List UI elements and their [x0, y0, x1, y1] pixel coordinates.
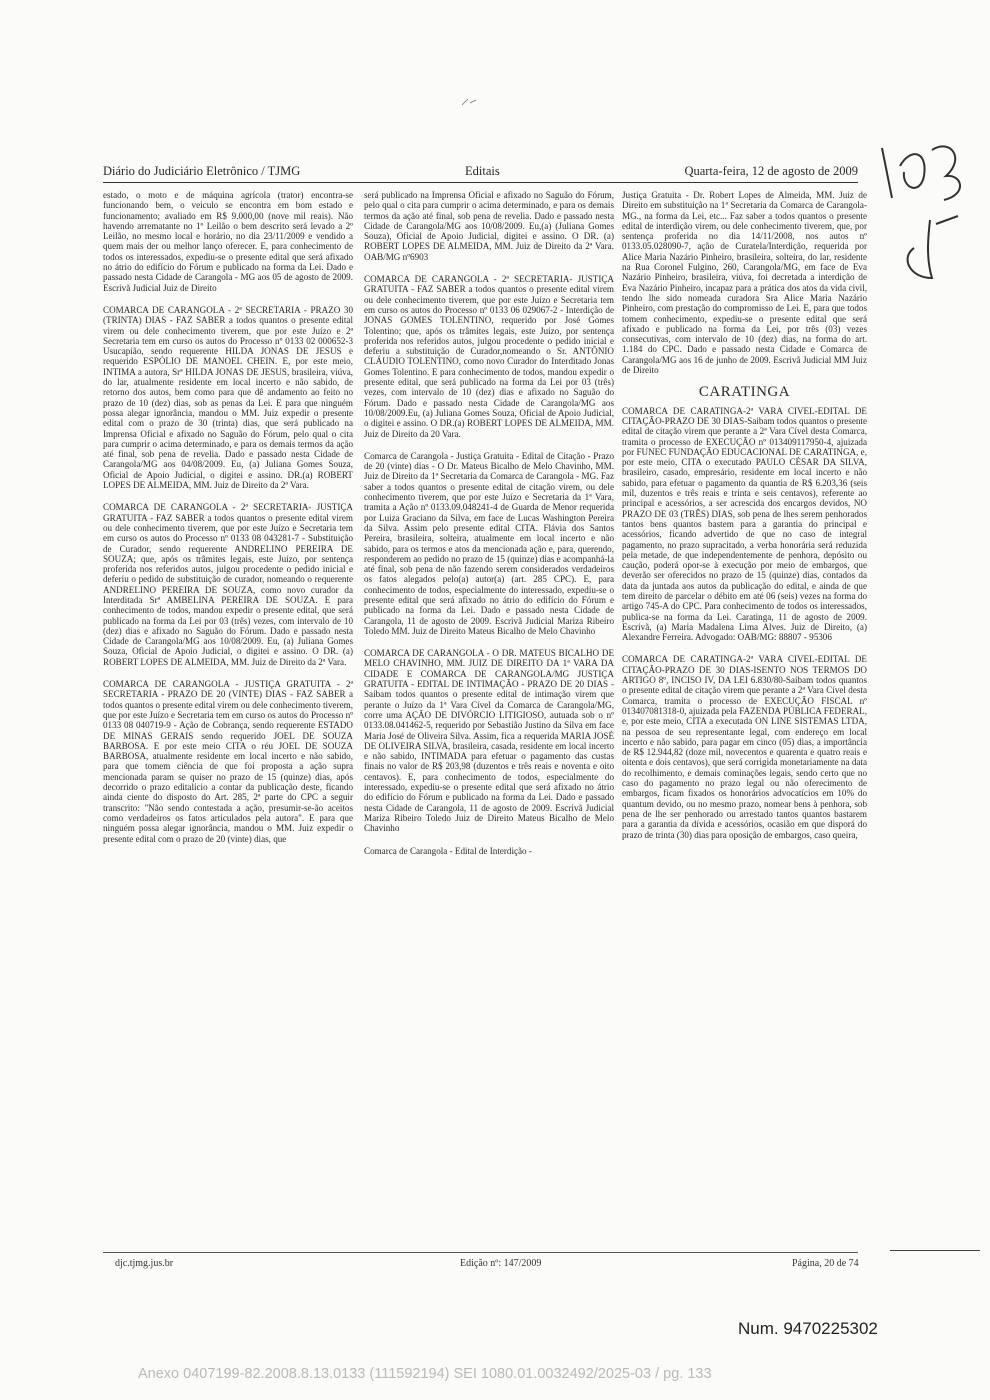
section-heading-caratinga: CARATINGA [698, 384, 791, 401]
column-2 [364, 190, 614, 856]
footer-site: djc.tjmg.jus.br [115, 1258, 174, 1269]
page-header [103, 160, 858, 183]
edital-text: COMARCA DE CARATINGA-2ª VARA CIVEL-EDITAL DE CITAÇÃO-PRAZO DE 30 DIAS-Saibam todos quantos o presente edital de citação virem que perante a 2ª Vara Cível desta Comarca, tramita o processo de EXECUÇÃO nº 013409117950-4, ajuizada por FUNEC FUNDAÇÃO EDUCACIONAL DE CARATINGA, e, por este meio, CITA o executado PAULO CÉSAR DA SILVA, brasileiro, casado, empresário, residente em local incerto e não sabido, para efetuar o pagamento da quantia de R$ 6.203,36 (seis mil, duzentos e três reais e trinta e seis centavos), referente ao principal e acessórios, a ser acrescida dos encargos devidos, NO PRAZO DE 03 (TRÊS) DIAS, sob pena de lhes serem penhorados tantos bens quantos bastem para a garantia do principal e acessórios, ficando advertido de que no caso de integral pagamento, no prazo supracitado, a verba honorária será reduzida pela metade, de que independentemente de penhora, depósito ou caução, poderá opor-se à execução por meio de embargos, que deverão ser oferecidos no prazo de 15 (quinze) dias, contados da data da juntada aos autos da publicação do edital, e ainda de que tem direito de parcelar o débito em até 06 (seis) vezes na forma do artigo 745-A do CPC. Para conhecimento de todos os interessados, publica-se na forma da Lei. Caratinga, 11 de agosto de 2009. Escrivã, (a) Maria Madalena Lima Alves. Juiz de Direito, (a) Alexandre Ferreira. Advogado: OAB/MG: 88807 - 95306 [622, 405, 867, 643]
edital-text: COMARCA DE CARANGOLA - 2ª SECRETARIA - PRAZO 30 (TRINTA) DIAS - FAZ SABER a todos quantos o presente edital virem ou dele conhecimento tiverem, que por este Juízo e 2ª Secretaria tem em curso os autos do Processo nº 0133 02 000652-3 Usucapião, sendo requerente HILDA JONAS DE JESUS e requerido ESPÓLIO DE MANOEL CHEIN. E, por este meio, INTIMA a autora, Srª HILDA JONAS DE JESUS, brasileira, viúva, do lar, atualmente residente em local incerto e não sabido, de retorno dos autos, bem como para que dê andamento ao feito no prazo de 10 (dez) dias, sob as penas da Lei. E para que ninguém possa alegar ignorância, mandou o MM. Juiz expedir o presente edital com o prazo de 30 (trinta) dias, que será publicado na Imprensa Oficial e afixado no Saguão do Fórum, pelo qual o cita para cumprir o acima determinado, e para os demais termos da ação até final, sob pena de revelia. Dado e passado nesta Cidade de Carangola/MG aos 04/08/2009. Eu, (a) Juliana Gomes Souza, Oficial de Apoio Judicial, o digitei e assino. DR.(a) ROBERT LOPES DE ALMEIDA, MM. Juiz de Direito da 2ª Vara. [103, 304, 353, 491]
document-number: Num. 9470225302 [738, 1319, 878, 1338]
column-1 [103, 190, 353, 844]
edital-text: Comarca de Carangola - Justiça Gratuita - Edital de Citação - Prazo de 20 (vinte) dias - O Dr. Mateus Bicalho de Melo Chavinho, MM. Juiz de Direito da 1ª Secretaria da Comarca de Carangola - MG. Faz saber a todos quantos o presente edital de citação virem, ou dele conhecimento tiverem, que por este Juízo e Secretaria da 1ª Vara, tramita a Ação nº 0133.09.048241-4 de Guarda de Menor requerida por Luiza Graciano da Silva, em face de Lucas Washington Pereira da Silva. Assim pelo presente edital CITA. Flávia dos Santos Pereira, brasileira, solteira, atualmente em local incerto e não sabido, para os termos e atos da mencionada ação e, para, querendo, responderem ao pedido no prazo de 15 (quinze) dias e acompanhá-la até final, sob pena de não fazendo serem considerados verdadeiros os fatos alegados pelo(a) autor(a) (art. 285 CPC). E, para conhecimento de todos, especialmente do interessado, expediu-se o presente edital que será afixado no átrio do edifício do Fórum e publicado na forma da Lei. Dado e passado nesta Cidade de Carangola, 11 de agosto de 2009. Escrivã Judicial Mariza Ribeiro Toledo MM. Juiz de Direito Mateus Bicalho de Melo Chavinho [364, 450, 614, 636]
footer-edition: Edição nº: 147/2009 [460, 1258, 542, 1269]
annex-watermark: Anexo 0407199-82.2008.8.13.0133 (111592194) SEI 1080.01.0032492/2025-03 / pg. 133 [138, 1366, 712, 1382]
edital-text: COMARCA DE CARANGOLA - 2ª SECRETARIA- JUSTIÇA GRATUITA - FAZ SABER a todos quantos o presente edital virem ou dele conhecimento tiverem, que por este Juízo e Secretaria tem em curso os autos do Processo nº 0133 06 029067-2 - Interdição de JONAS GOMES TOLENTINO, requerido por José Gomes Tolentino; que, após os trâmites legais, este Juízo, por sentença proferida nos referidos autos, julgou procedente o pedido inicial e deferiu a substituição de Curador,nomeando o Sr. ANTÔNIO CLÁUDIO TOLENTINO, como novo Curador do Interditado Jonas Gomes Tolentino. E para conhecimento de todos, mandou expedir o presente edital, que será publicado na forma da Lei por 03 (três) vezes, com intervalo de 10 (dez) dias e afixado no Saguão do Fórum. Dado e passado nesta Cidade de Carangola/MG aos 10/08/2009.Eu, (a) Juliana Gomes Souza, Oficial de Apoio Judicial, o digitei e assino. O DR.(a) ROBERT LOPES DE ALMEIDA, MM. Juiz de Direito da 20 Vara. [364, 274, 614, 439]
journal-title: Diário do Judiciário Eletrônico / TJMG [103, 164, 301, 178]
section-title: Editais [465, 164, 500, 178]
edital-text: Comarca de Carangola - Edital de Interdição - [364, 845, 532, 856]
edital-text: Justiça Gratuita - Dr. Robert Lopes de Almeida, MM. Juiz de Direito em substituição na 1ª Secretaria da Comarca de Carangola-MG., na forma da Lei, etc... Faz saber a todos quantos o presente edital de interdição virem, ou dele conhecimento tiverem, que, por sentença proferida no dia 14/11/2008, nos autos nº 0133.05.028090-7, ação de Curatela/Interdição, requerida por Alice Maria Nazário Pinheiro, brasileira, solteira, do lar, residente na Rua Coronel Fulgino, 260, Carangola/MG, em face de Eva Nazário Pinheiro, brasileira, viúva, foi decretada a interdição de Eva Nazário Pinheiro, incapaz para a prática dos atos da vida civil, tendo lhe sido nomeada curadora Sra Alice Maria Nazário Pinheiro, com prestação do compromisso de Lei. E, para que todos tomem conhecimento, expediu-se o presente edital que será afixado e publicado na forma da Lei, por três (03) vezes consecutivas, com intervalo de 10 (dez) dias, na forma do art. 1.184 do CPC. Dado e passado nesta Cidade e Comarca de Carangola/MG aos 16 de junho de 2009. Escrivã Judicial MM Juiz de Direito [622, 190, 867, 376]
column-3 [622, 190, 867, 840]
publication-date: Quarta-feira, 12 de agosto de 2009 [684, 164, 858, 178]
edital-text: COMARCA DE CARANGOLA - 2ª SECRETARIA- JUSTIÇA GRATUITA - FAZ SABER a todos quantos o presente edital virem ou dele conhecimento tiverem, que por este Juízo e Secretaria tem em curso os autos do Processo nº 0133 08 043281-7 - Substituição de Curador, sendo requerente ANDRELINO PEREIRA DE SOUZA; que, após os trâmites legais, este Juízo, por sentença proferida nos referidos autos, julgou procedente o pedido inicial e deferiu o pedido de substituição de curador, nomeando o requerente ANDRELINO PEREIRA DE SOUZA, como novo curador da Interditada Srª AMBELINA PEREIRA DE SOUZA. E para conhecimento de todos, mandou expedir o presente edital, que será publicado na forma da Lei por 03 (três) vezes, com intervalo de 10 (dez) dias e afixado no Saguão do Fórum. Dado e passado nesta Cidade de Carangola/MG aos 10/08/2009. Eu, (a) Juliana Gomes Souza, Oficial de Apoio Judicial, o digitei e assino. O DR. (a) ROBERT LOPES DE ALMEIDA, MM. Juiz de Direito da 2ª Vara. [103, 502, 353, 667]
footer-page: Página, 20 de 74 [792, 1258, 859, 1269]
edital-text: COMARCA DE CARATINGA-2ª VARA CIVEL-EDITAL DE CITAÇÃO-PRAZO DE 30 DIAS-ISENTO NOS TERMOS DO ARTIGO 8º, INCISO IV, DA LEI 6.830/80-Saibam todos quantos o presente edital de citação virem que perante a 2ª Vara Cível desta Comarca, tramita o processo de EXECUÇÃO FISCAL nº 013407081318-0, ajuizada pela FAZENDA PÚBLICA FEDERAL, e, por este meio, CITA a executada ON LINE SISTEMAS LTDA, na pessoa de seu representante legal, com endereço em local incerto e não sabido, para pagar em cinco (05) dias, a importância de R$ 12.944,82 (doze mil, novecentos e quarenta e quatro reais e oitenta e dois centavos), que será corrigida monetariamente na data do recolhimento, e demais cominações legais, sendo certo que no caso do pagamento no prazo legal ou não oferecimento de embargos, ficam fixados os honorários advocatícios em 10% do quantum devido, ou no mesmo prazo, nomear bens à penhora, sob pena de lhe ser penhorado ou arrestado tantos quantos bastarem para a garantia da dívida e acessórios, ocasião em que disporá do prazo de trinta (30) dias para oposição de embargos, caso queira, [622, 654, 867, 840]
handwritten-folio-signature [870, 128, 980, 288]
edital-text: estado, o moto e de máquina agrícola (trator) encontra-se funcionando bem, o veiculo se encontra em bom estado e funcionamento; avaliado em R$ 9.000,00 (nove mil reais). Não havendo arrematante no 1º Leilão o bem descrito será levado a 2º Leilão, no mesmo local e horário, no dia 23/11/2009 e vendido a quem mais der ou melhor lanço oferecer. E, para conhecimento de todos os interessados, expediu-se o presente edital que será afixado no átrio do edifício do Fórum e publicado na forma da Lei. Dado e passado nesta Cidade de Carangola - MG aos 05 de agosto de 2009. Escrivã Judicial Juiz de Direito [103, 190, 353, 293]
footer-rule [103, 1252, 858, 1253]
edital-text: COMARCA DE CARANGOLA - JUSTIÇA GRATUITA - 2ª SECRETARIA - PRAZO DE 20 (VINTE) DIAS - FAZ SABER a todos quantos o presente edital virem ou dele conhecimento tiverem, que por este Juízo e Secretaria tem em curso os autos do Processo nº 0133 08 040719-9 - Ação de Cobrança, sendo requerente ESTADO DE MINAS GERAIS sendo requerido JOEL DE SOUZA BARBOSA. E por este meio CITA o réu JOEL DE SOUZA BARBOSA, atualmente residente em local incerto e não sabido, para que tomem ciência de que foi proposta a ação supra mencionada param se quiser no prazo de 15 (quinze) dias, após decorrido o prazo editalício a contar da publicação deste, ficando ainda ciente do disposto do Art. 285, 2ª parte do CPC a seguir transcrito: "Não sendo contestada a ação, presumir-se-ão aceitos como verdadeiros os fatos articulados pela autora". E para que ninguém possa alegar ignorância, mandou o MM. Juiz expedir o presente edital com o prazo de 20 (vinte) dias, que [103, 679, 354, 844]
scan-mark [460, 97, 478, 107]
edital-text: COMARCA DE CARANGOLA - O DR. MATEUS BICALHO DE MELO CHAVINHO, MM. JUIZ DE DIREITO DA 1ª VARA DA CIDADE E COMARCA DE CARANGOLA/MG JUSTIÇA GRATUITA - EDITAL DE INTIMAÇÃO - PRAZO DE 20 DIAS - Saibam todos quantos o presente edital de intimação virem que perante o Juízo da 1ª Vara Cível da Comarca de Carangola/MG, corre uma AÇÃO DE DIVÓRCIO LITIGIOSO, autuada sob o nº 0133.08.041462-5, requerido por Sebastião Justino da Silva em face Maria José de Oliveira Silva. Assim, fica a requerida MARIA JOSÉ DE OLIVEIRA SILVA, brasileira, casada, residente em local incerto e não sabido, INTIMADA para efetuar o pagamento das custas finais no valor de R$ 203,98 (duzentos e três reais e noventa e oito centavos). E, para conhecimento de todos, especialmente do interessado, expediu-se o presente edital que será afixado no átrio do edifício do Fórum e publicado na forma da Lei. Dado e passado nesta Cidade de Carangola, 11 de agosto de 2009. Escrivã Judicial Mariza Ribeiro Toledo Juiz de Direito Mateus Bicalho de Melo Chavinho [364, 648, 614, 834]
edital-text: será publicado na Imprensa Oficial e afixado no Saguão do Fórum, pelo qual o cita para cumprir o acima determinado, e para os demais termos da ação até final, sob pena de revelia. Dado e passado nesta Cidade de Carangola/MG aos 10/08/2009. Eu,(a) (Juliana Gomes Souza), Oficial de Apoio Judicial, digitei e assino. O DR. (a) ROBERT LOPES DE ALMEIDA, MM. Juiz de Direito da 2ª Vara. OAB/MG nº6903 [364, 190, 614, 262]
margin-rule [890, 1250, 980, 1251]
